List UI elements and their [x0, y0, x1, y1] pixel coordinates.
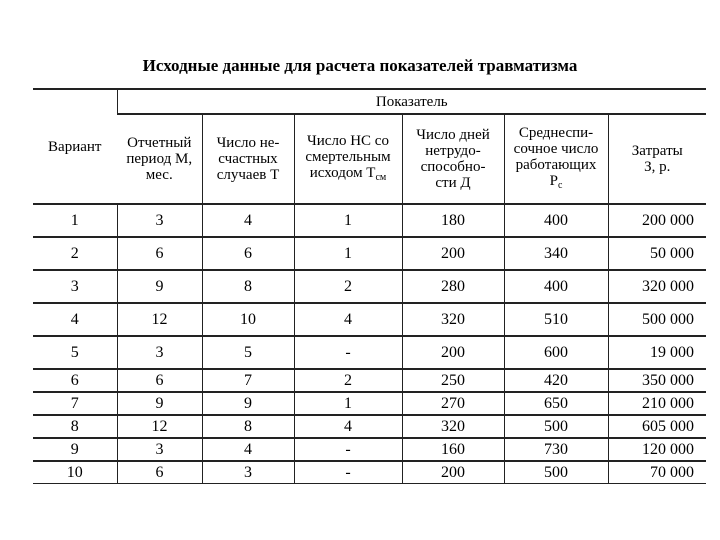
header-group: Показатель	[117, 89, 706, 114]
table-row: 3 9 8 2 280 400 320 000	[33, 270, 706, 303]
table-body	[33, 204, 706, 484]
table-row: 1 3 4 1 180 400 200 000	[33, 204, 706, 237]
table-row: 6 6 7 2 250 420 350 000	[33, 369, 706, 392]
table-row: 5 3 5 - 200 600 19 000	[33, 336, 706, 369]
table-row: 2 6 6 1 200 340 50 000	[33, 237, 706, 270]
table-row: 7 9 9 1 270 650 210 000	[33, 392, 706, 415]
header-period: Отчетный период М, мес.	[117, 114, 202, 204]
header-variant: Вариант	[33, 89, 117, 204]
table-row: 4 12 10 4 320 510 500 000	[33, 303, 706, 336]
header-days: Число дней нетрудо- способно- сти Д	[402, 114, 504, 204]
table-row: 10 6 3 - 200 500 70 000	[33, 461, 706, 484]
injury-data-table	[33, 88, 706, 484]
header-workers: Среднеспи- сочное число работающих $Р_с$	[504, 114, 608, 204]
table-row: 8 12 8 4 320 500 605 000	[33, 415, 706, 438]
table-title: Исходные данные для расчета показателей травматизма	[142, 56, 578, 75]
header-costs: Затраты З, р.	[608, 114, 706, 204]
header-fatal: Число НС со смертельным исходом $Т_{см}$	[294, 114, 402, 204]
header-accidents: Число не- счастных случаев Т	[202, 114, 294, 204]
table-row: 9 3 4 - 160 730 120 000	[33, 438, 706, 461]
